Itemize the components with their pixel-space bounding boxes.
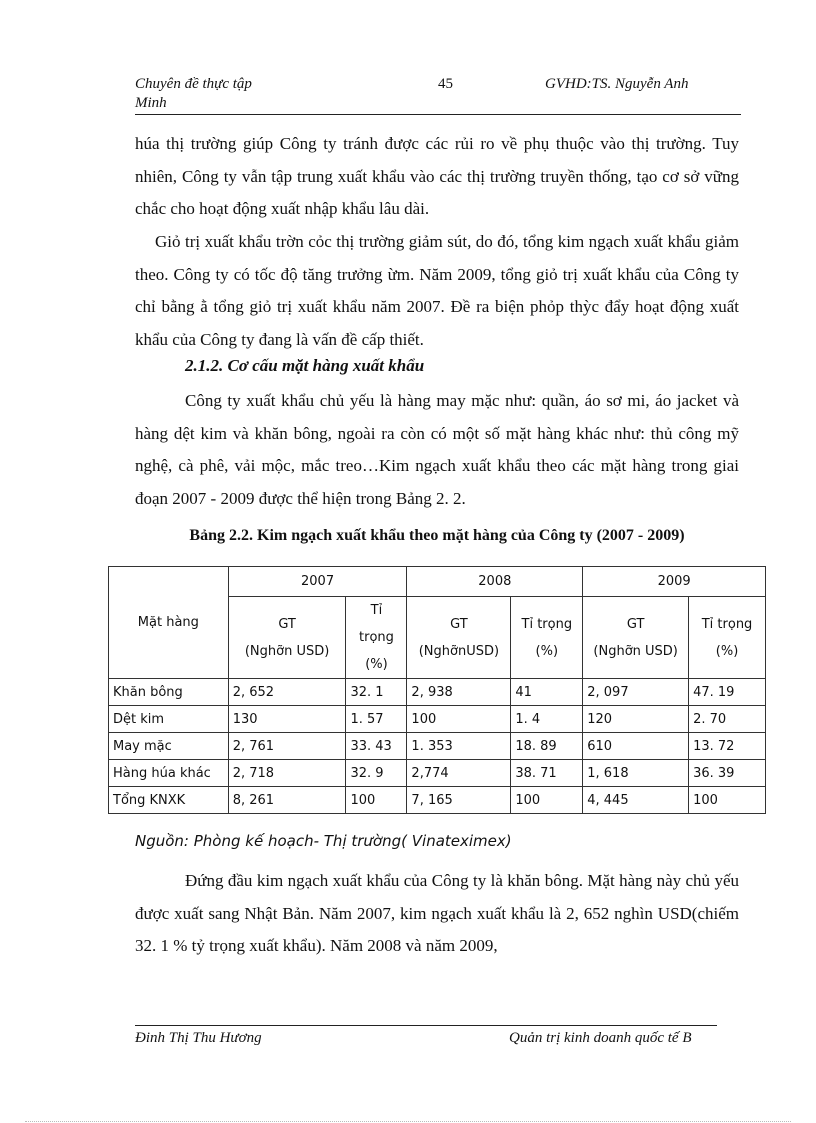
year-2009: 2009 — [583, 567, 766, 597]
table-cell: 33. 43 — [346, 733, 407, 760]
subheader-gt-2008: GT (NghỡnUSD) — [407, 597, 511, 679]
table-cell: 2, 652 — [228, 679, 346, 706]
table-cell: 41 — [511, 679, 583, 706]
paragraph-1: húa thị trường giúp Công ty tránh được các rủi ro về phụ thuộc vào thị trường. Tuy nhiên, Công ty vẫn tập trung xuất khẩu vào các thị trường truyền thống, tạo cơ sở vững chắc cho hoạt động xuất nhập khẩu lâu dài. — [135, 134, 739, 218]
paragraph-3: Công ty xuất khẩu chủ yếu là hàng may mặc như: quần, áo sơ mi, áo jacket và hàng dệt kim và khăn bông, ngoài ra còn có một số mặt hàng khác như: thủ công mỹ nghệ, cà phê, vải mộc, mắc treo…Kim ngạch xuất khẩu theo các mặt hàng trong giai đoạn 2007 - 2009 được thể hiện trong Bảng 2. 2. — [135, 391, 739, 508]
table-source: Nguồn: Phòng kế hoạch- Thị trường( Vinateximex) — [135, 832, 512, 850]
table-cell: 1. 57 — [346, 706, 407, 733]
table-caption: Bảng 2.2. Kim ngạch xuất khẩu theo mặt hàng của Công ty (2007 - 2009) — [189, 527, 685, 544]
table-cell: 8, 261 — [228, 787, 346, 814]
footer-right: Quản trị kinh doanh quốc tế B — [509, 1030, 692, 1046]
table-cell: 7, 165 — [407, 787, 511, 814]
subheader-gt-2009: GT (Nghỡn USD) — [583, 597, 689, 679]
header-divider — [135, 114, 741, 115]
table-cell: 2, 938 — [407, 679, 511, 706]
subheader-share-2009: Tỉ trọng (%) — [689, 597, 766, 679]
row-label: Dệt kim — [109, 706, 229, 733]
table-year-row — [109, 567, 766, 597]
table-cell: 32. 1 — [346, 679, 407, 706]
table-row — [109, 787, 766, 814]
row-label: Hàng húa khác — [109, 760, 229, 787]
row-label: May mặc — [109, 733, 229, 760]
table-cell: 100 — [407, 706, 511, 733]
table-cell: 1. 4 — [511, 706, 583, 733]
paragraph-4: Đứng đầu kim ngạch xuất khẩu của Công ty là khăn bông. Mặt hàng này chủ yếu được xuất sang Nhật Bản. Năm 2007, kim ngạch xuất khẩu là 2, 652 nghìn USD(chiếm 32. 1 % tỷ trọng xuất khẩu). Năm 2008 và năm 2009, — [135, 871, 739, 955]
export-table — [108, 566, 766, 814]
table-row — [109, 760, 766, 787]
table-cell: 610 — [583, 733, 689, 760]
table-cell: 1. 353 — [407, 733, 511, 760]
paragraph-2: Giỏ trị xuất khẩu trờn cỏc thị trường giảm sút, do đó, tổng kim ngạch xuất khẩu giảm theo. Công ty có tốc độ tăng trưởng ừm. Năm 2009, tổng giỏ trị xuất khẩu của Công ty chỉ bằng ằ tổng giỏ trị xuất khẩu năm 2007. Đề ra biện phỏp thỳc đẩy hoạt động xuất khẩu của Công ty đang là vấn đề cấp thiết. — [135, 232, 739, 349]
table-cell: 2, 761 — [228, 733, 346, 760]
header-left: Chuyên đề thực tập — [135, 76, 252, 92]
footer-divider — [135, 1025, 717, 1026]
table-row — [109, 706, 766, 733]
table-cell: 100 — [346, 787, 407, 814]
year-2007: 2007 — [228, 567, 407, 597]
row-label: Khăn bông — [109, 679, 229, 706]
page-number: 45 — [438, 76, 453, 92]
table-cell: 2,774 — [407, 760, 511, 787]
table-cell: 36. 39 — [689, 760, 766, 787]
header-right: GVHD:TS. Nguyễn Anh — [545, 76, 689, 92]
subheader-gt-2007: GT (Nghỡn USD) — [228, 597, 346, 679]
table-cell: 2. 70 — [689, 706, 766, 733]
header-left-continuation: Minh — [135, 95, 167, 111]
row-label: Tổng KNXK — [109, 787, 229, 814]
subheader-share-2008: Tỉ trọng (%) — [511, 597, 583, 679]
table-cell: 2, 097 — [583, 679, 689, 706]
table-cell: 18. 89 — [511, 733, 583, 760]
table-row — [109, 679, 766, 706]
subheader-share-2007: Tỉ trọng (%) — [346, 597, 407, 679]
section-heading: 2.1.2. Cơ cấu mặt hàng xuất khẩu — [185, 356, 425, 375]
footer-left: Đinh Thị Thu Hương — [135, 1030, 262, 1046]
year-2008: 2008 — [407, 567, 583, 597]
page-bottom-border — [25, 1121, 791, 1122]
table-cell: 47. 19 — [689, 679, 766, 706]
table-cell: 100 — [689, 787, 766, 814]
table-cell: 32. 9 — [346, 760, 407, 787]
table-cell: 130 — [228, 706, 346, 733]
table-cell: 1, 618 — [583, 760, 689, 787]
row-header-cell: Mặt hàng — [109, 567, 229, 679]
table-cell: 4, 445 — [583, 787, 689, 814]
table-row — [109, 733, 766, 760]
table-cell: 120 — [583, 706, 689, 733]
table-cell: 13. 72 — [689, 733, 766, 760]
table-cell: 2, 718 — [228, 760, 346, 787]
table-cell: 100 — [511, 787, 583, 814]
table-cell: 38. 71 — [511, 760, 583, 787]
